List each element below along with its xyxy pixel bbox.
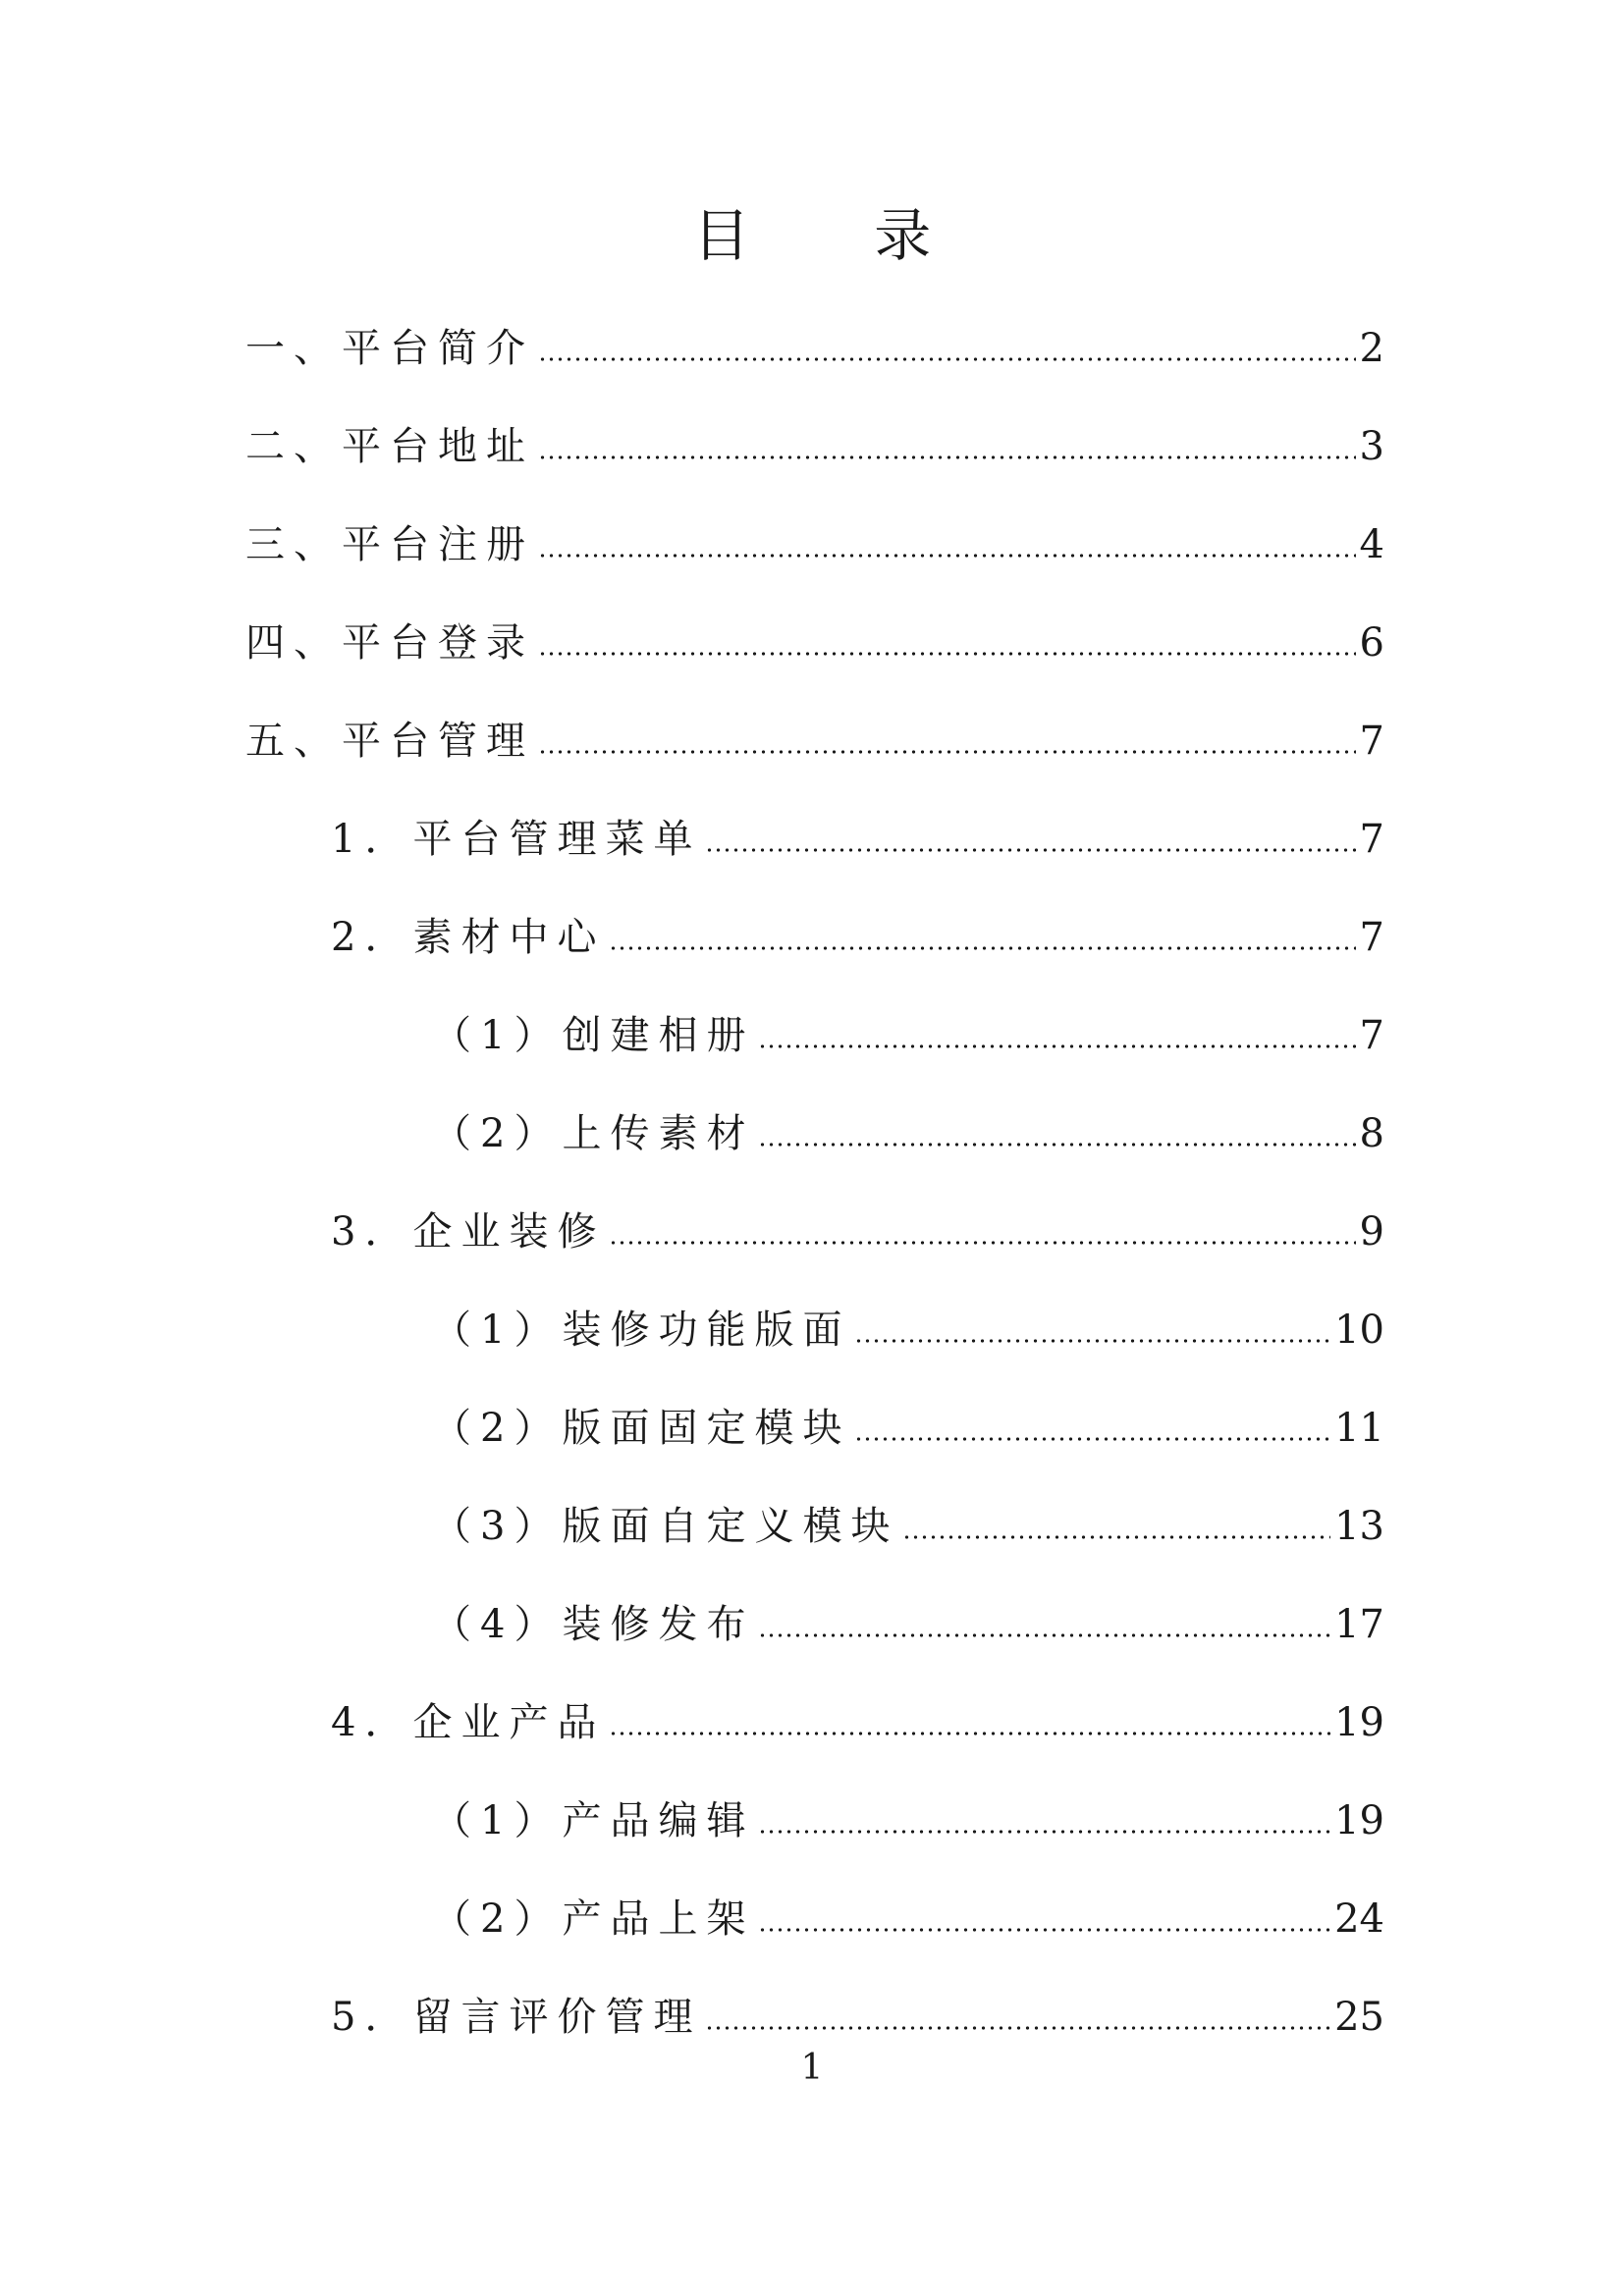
page-title: 目 录	[692, 202, 985, 269]
toc-entry-page-number: 10	[1334, 1308, 1384, 1353]
toc-entry-label: （2）版面固定模块	[432, 1406, 851, 1451]
toc-dot-leader	[538, 454, 1356, 460]
toc-entry-page-number: 8	[1359, 1111, 1384, 1156]
toc-entry-label: 一、平台简介	[245, 326, 534, 371]
toc-entry[interactable]	[0, 888, 1624, 987]
toc-dot-leader	[758, 1829, 1330, 1835]
toc-entry-page-number: 7	[1359, 719, 1384, 764]
toc-entry-page-number: 7	[1359, 1013, 1384, 1058]
toc-entry-label: （3）版面自定义模块	[432, 1504, 899, 1549]
toc-entry-page-number: 7	[1359, 817, 1384, 862]
toc-dot-leader	[538, 749, 1356, 755]
toc-entry-label: 三、平台注册	[245, 522, 534, 567]
toc-dot-leader	[758, 1043, 1355, 1049]
toc-entry-label: （2）上传素材	[432, 1111, 755, 1156]
toc-entry[interactable]	[0, 987, 1624, 1085]
toc-entry[interactable]	[0, 1281, 1624, 1379]
toc-entry[interactable]	[0, 692, 1624, 790]
table-of-contents	[0, 299, 1624, 2066]
toc-entry[interactable]	[0, 299, 1624, 398]
toc-entry-page-number: 24	[1334, 1896, 1384, 1942]
toc-entry-page-number: 2	[1359, 326, 1384, 371]
toc-dot-leader	[758, 1142, 1355, 1148]
toc-entry-label: （1）创建相册	[432, 1013, 755, 1058]
toc-entry-page-number: 4	[1359, 522, 1384, 567]
toc-entry[interactable]	[0, 1870, 1624, 1968]
toc-dot-leader	[538, 651, 1356, 657]
toc-entry-label: （2）产品上架	[432, 1896, 755, 1942]
toc-dot-leader	[854, 1436, 1330, 1442]
toc-entry-label: （1）产品编辑	[432, 1798, 755, 1843]
toc-dot-leader	[609, 945, 1355, 951]
toc-entry[interactable]	[0, 594, 1624, 692]
toc-dot-leader	[609, 1731, 1330, 1736]
toc-entry-label: 四、平台登录	[245, 620, 534, 666]
toc-entry-page-number: 25	[1334, 1995, 1384, 2040]
toc-dot-leader	[538, 553, 1356, 559]
toc-entry-label: （4）装修发布	[432, 1602, 755, 1647]
toc-entry-page-number: 9	[1359, 1209, 1384, 1255]
toc-entry-page-number: 6	[1359, 620, 1384, 666]
toc-entry[interactable]	[0, 1379, 1624, 1477]
toc-dot-leader	[705, 2025, 1330, 2031]
toc-dot-leader	[609, 1240, 1355, 1246]
toc-entry-page-number: 11	[1334, 1406, 1384, 1451]
toc-entry[interactable]	[0, 496, 1624, 594]
toc-entry-label: 二、平台地址	[245, 424, 534, 469]
toc-dot-leader	[854, 1338, 1330, 1344]
toc-entry-page-number: 3	[1359, 424, 1384, 469]
toc-entry-page-number: 13	[1334, 1504, 1384, 1549]
toc-entry-page-number: 19	[1334, 1700, 1384, 1745]
toc-entry-label: 五、平台管理	[245, 719, 534, 764]
toc-entry[interactable]	[0, 1674, 1624, 1772]
toc-dot-leader	[705, 847, 1355, 853]
toc-dot-leader	[758, 1927, 1330, 1933]
toc-dot-leader	[902, 1534, 1330, 1540]
toc-entry-page-number: 17	[1334, 1602, 1384, 1647]
toc-entry[interactable]	[0, 1183, 1624, 1281]
toc-entry-page-number: 19	[1334, 1798, 1384, 1843]
toc-entry-label: 5．留言评价管理	[331, 1995, 702, 2040]
toc-entry[interactable]	[0, 1575, 1624, 1674]
toc-entry-label: 1．平台管理菜单	[331, 817, 702, 862]
toc-entry[interactable]	[0, 1085, 1624, 1183]
toc-entry-label: 2．素材中心	[331, 915, 606, 960]
toc-entry-page-number: 7	[1359, 915, 1384, 960]
page-number: 1	[800, 2048, 824, 2088]
toc-dot-leader	[758, 1632, 1330, 1638]
toc-entry-label: 4．企业产品	[331, 1700, 606, 1745]
toc-entry-label: 3．企业装修	[331, 1209, 606, 1255]
toc-entry[interactable]	[0, 1477, 1624, 1575]
toc-entry-label: （1）装修功能版面	[432, 1308, 851, 1353]
toc-entry[interactable]	[0, 790, 1624, 888]
toc-entry[interactable]	[0, 1772, 1624, 1870]
toc-entry[interactable]	[0, 398, 1624, 496]
toc-dot-leader	[538, 356, 1356, 362]
